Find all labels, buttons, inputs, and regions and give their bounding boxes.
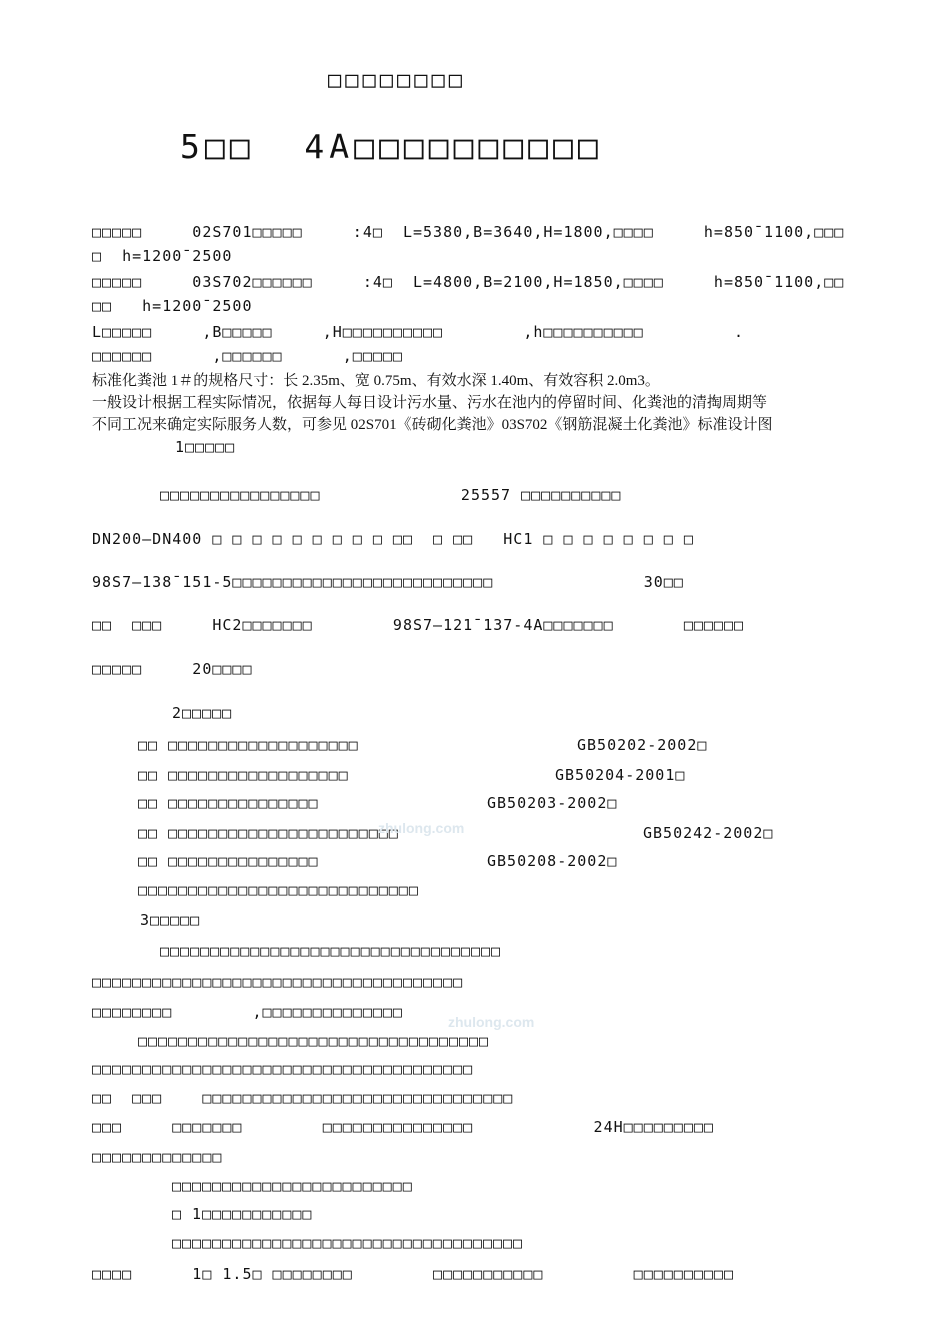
standard-item-code: GB50242-2002□ <box>643 824 774 842</box>
paragraph-line: □□□□□□□□□□□□□□□□□□□□□□□□□□□□□□□□□□ <box>160 942 502 960</box>
paragraph-line: □□□□□ 20□□□□ <box>92 660 253 678</box>
spec-line: □ h=1200¯2500 <box>92 247 233 265</box>
standard-item-code: GB50202-2002□ <box>577 736 708 754</box>
watermark: zhulong.com <box>448 1014 535 1030</box>
document-subtitle: □□□□□□□□ <box>328 68 466 93</box>
paragraph-line: □□ □□□ □□□□□□□□□□□□□□□□□□□□□□□□□□□□□□□ <box>92 1089 514 1107</box>
standard-item-text: □□ □□□□□□□□□□□□□□□ <box>138 852 319 870</box>
spec-line: 不同工况来确定实际服务人数，可参见 02S701《砖砌化粪池》03S702《钢筋混凝土化粪池》标准设计图 <box>92 417 773 433</box>
standard-item-text: □□ □□□□□□□□□□□□□□□ <box>138 794 319 812</box>
paragraph-line: DN200—DN400 □ □ □ □ □ □ □ □ □ □□ □ □□ HC1 □ □ □ □ □ □ □ □ <box>92 530 694 548</box>
standard-item-text: □□ □□□□□□□□□□□□□□□□□□ <box>138 766 349 784</box>
paragraph-line: □ 1□□□□□□□□□□□ <box>172 1205 313 1223</box>
paragraph-line: □□□□□□□□□□□□□□□□□□□□□□□□□□□□ <box>138 881 419 899</box>
paragraph-line: □□□□□□□□□□□□□□□□□□□□□□□□□□□□□□□□□□□□□□ <box>92 1060 474 1078</box>
paragraph-line: □□□□ 1□ 1.5□ □□□□□□□□ □□□□□□□□□□□ □□□□□□□□□□ <box>92 1265 734 1283</box>
watermark: zhulong.com <box>378 820 465 836</box>
standard-item-code: GB50208-2002□ <box>487 852 618 870</box>
standard-item-text: □□ □□□□□□□□□□□□□□□□□□□ <box>138 736 359 754</box>
paragraph-line: □□□□□□□□□□□□□□□□□□□□□□□□□□□□□□□□□□□□□ <box>92 973 464 991</box>
spec-line: L□□□□□ ,B□□□□□ ,H□□□□□□□□□□ ,h□□□□□□□□□□ . <box>92 323 744 341</box>
spec-line: 标准化粪池 1＃的规格尺寸：长 2.35m、宽 0.75m、有效水深 1.40m、有效容积 2.0m3。 <box>92 373 660 389</box>
spec-line: 一般设计根据工程实际情况，依据每人每日设计污水量、污水在池内的停留时间、化粪池的清掏周期等 <box>92 395 768 411</box>
paragraph-line: □□□ □□□□□□□ □□□□□□□□□□□□□□□ 24H□□□□□□□□□ <box>92 1118 714 1136</box>
spec-line: □□□□□ 03S702□□□□□□ :4□ L=4800,B=2100,H=1850,□□□□ h=850¯1100,□□ <box>92 273 845 291</box>
paragraph-line: □□□□□□□□□□□□□□□□□□□□□□□□□□□□□□□□□□□ <box>138 1032 490 1050</box>
paragraph-line: □□□□□□□□□□□□□□□□□□□□□□□□ <box>172 1177 413 1195</box>
section-heading: 1□□□□□ <box>175 438 236 456</box>
section-heading: 2□□□□□ <box>172 704 233 722</box>
spec-line: □□ h=1200¯2500 <box>92 297 253 315</box>
section-heading: 3□□□□□ <box>140 911 201 929</box>
standard-item-code: GB50203-2002□ <box>487 794 618 812</box>
spec-line: □□□□□ 02S701□□□□□ :4□ L=5380,B=3640,H=1800,□□□□ h=850¯1100,□□□ <box>92 223 845 241</box>
standard-item-code: GB50204-2001□ <box>555 766 686 784</box>
paragraph-line: □□□□□□□□ ,□□□□□□□□□□□□□□ <box>92 1003 403 1021</box>
standard-item-text: □□ □□□□□□□□□□□□□□□□□□□□□□□ <box>138 824 399 842</box>
paragraph-line: □□□□□□□□□□□□□ <box>92 1148 223 1166</box>
paragraph-line: □□ □□□ HC2□□□□□□□ 98S7—121¯137-4A□□□□□□□ □□□□□□ <box>92 616 744 634</box>
paragraph-line: □□□□□□□□□□□□□□□□□□□□□□□□□□□□□□□□□□□ <box>172 1234 524 1252</box>
spec-line: □□□□□□ ,□□□□□□ ,□□□□□ <box>92 347 403 365</box>
paragraph-line: 98S7—138¯151-5□□□□□□□□□□□□□□□□□□□□□□□□□□ 30□□ <box>92 573 684 591</box>
document-title: 5□□ 4A□□□□□□□□□□ <box>180 127 603 166</box>
paragraph-line: □□□□□□□□□□□□□□□□ 25557 □□□□□□□□□□ <box>160 486 622 504</box>
